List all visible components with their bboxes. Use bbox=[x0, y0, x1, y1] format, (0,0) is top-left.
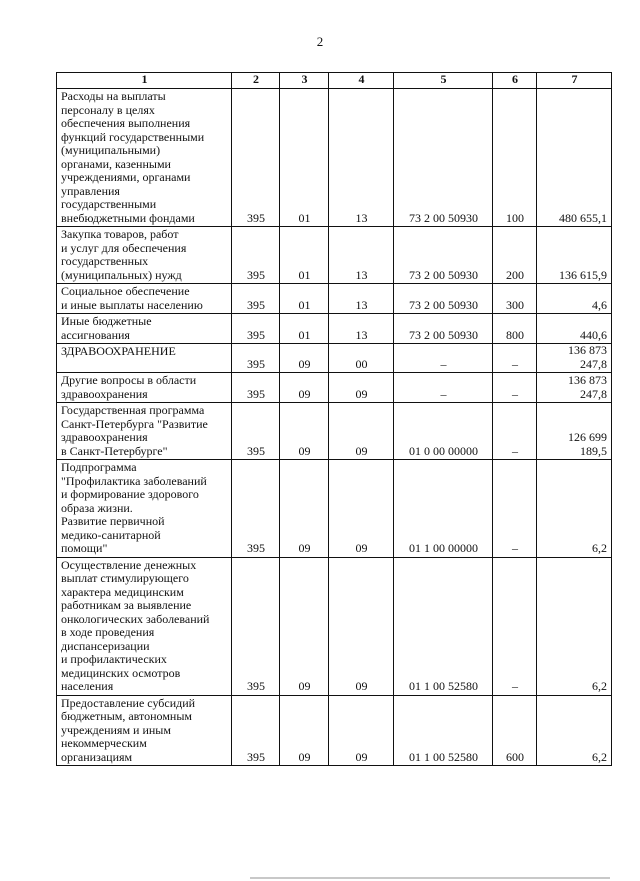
cell-section: 01 bbox=[280, 227, 329, 284]
cell-type: 100 bbox=[493, 89, 537, 227]
table-row bbox=[57, 695, 612, 766]
row-name: Другие вопросы в области здравоохранения bbox=[57, 373, 232, 403]
cell-amount: 480 655,1 bbox=[537, 89, 612, 227]
cell-amount: 6,2 bbox=[537, 557, 612, 695]
cell-type: – bbox=[493, 373, 537, 403]
cell-code: 395 bbox=[232, 314, 280, 344]
cell-subsection: 09 bbox=[329, 373, 394, 403]
cell-amount: 4,6 bbox=[537, 284, 612, 314]
cell-type: 200 bbox=[493, 227, 537, 284]
cell-type: 800 bbox=[493, 314, 537, 344]
row-name: Предоставление субсидий бюджетным, автономным учреждениям и иным некоммерческим организациям bbox=[57, 695, 232, 766]
column-header: 6 bbox=[493, 73, 537, 89]
column-header: 3 bbox=[280, 73, 329, 89]
cell-type: – bbox=[493, 403, 537, 460]
cell-section: 01 bbox=[280, 314, 329, 344]
cell-target: 73 2 00 50930 bbox=[394, 89, 493, 227]
row-name: Подпрограмма "Профилактика заболеваний и формирование здорового образа жизни. Развитие первичной медико-санитарной помощи" bbox=[57, 460, 232, 558]
table-row bbox=[57, 557, 612, 695]
cell-target: – bbox=[394, 344, 493, 373]
cell-target: 73 2 00 50930 bbox=[394, 227, 493, 284]
cell-amount: 136 873 247,8 bbox=[537, 373, 612, 403]
cell-type: 300 bbox=[493, 284, 537, 314]
cell-amount: 136 615,9 bbox=[537, 227, 612, 284]
table-row bbox=[57, 284, 612, 314]
cell-section: 09 bbox=[280, 403, 329, 460]
cell-amount: 440,6 bbox=[537, 314, 612, 344]
cell-code: 395 bbox=[232, 227, 280, 284]
cell-subsection: 09 bbox=[329, 460, 394, 558]
cell-target: 01 1 00 52580 bbox=[394, 557, 493, 695]
table-row bbox=[57, 344, 612, 373]
cell-type: – bbox=[493, 557, 537, 695]
cell-type: 600 bbox=[493, 695, 537, 766]
cell-subsection: 09 bbox=[329, 557, 394, 695]
column-header: 2 bbox=[232, 73, 280, 89]
row-name: ЗДРАВООХРАНЕНИЕ bbox=[57, 344, 232, 373]
cell-target: 73 2 00 50930 bbox=[394, 284, 493, 314]
cell-subsection: 00 bbox=[329, 344, 394, 373]
cell-amount: 6,2 bbox=[537, 460, 612, 558]
budget-table bbox=[56, 72, 612, 766]
row-name: Закупка товаров, работ и услуг для обеспечения государственных (муниципальных) нужд bbox=[57, 227, 232, 284]
row-name: Социальное обеспечение и иные выплаты населению bbox=[57, 284, 232, 314]
cell-subsection: 09 bbox=[329, 403, 394, 460]
header-row bbox=[57, 73, 612, 89]
column-header: 5 bbox=[394, 73, 493, 89]
column-header: 1 bbox=[57, 73, 232, 89]
cell-subsection: 13 bbox=[329, 227, 394, 284]
table-body bbox=[57, 89, 612, 766]
cell-amount: 126 699 189,5 bbox=[537, 403, 612, 460]
cell-section: 09 bbox=[280, 460, 329, 558]
column-header: 4 bbox=[329, 73, 394, 89]
cell-section: 09 bbox=[280, 695, 329, 766]
table-row bbox=[57, 460, 612, 558]
row-name: Расходы на выплаты персоналу в целях обеспечения выполнения функций государственными (муниципальными) органами, казенными учреждениями, органами управления государственными внебюджетными фондами bbox=[57, 89, 232, 227]
cell-target: 01 1 00 00000 bbox=[394, 460, 493, 558]
row-name: Иные бюджетные ассигнования bbox=[57, 314, 232, 344]
page-bottom-rule bbox=[250, 877, 610, 879]
cell-target: 01 0 00 00000 bbox=[394, 403, 493, 460]
cell-target: 73 2 00 50930 bbox=[394, 314, 493, 344]
cell-code: 395 bbox=[232, 557, 280, 695]
cell-code: 395 bbox=[232, 373, 280, 403]
cell-amount: 6,2 bbox=[537, 695, 612, 766]
cell-target: 01 1 00 52580 bbox=[394, 695, 493, 766]
table-header bbox=[57, 73, 612, 89]
table-row bbox=[57, 373, 612, 403]
cell-subsection: 09 bbox=[329, 695, 394, 766]
cell-section: 09 bbox=[280, 557, 329, 695]
cell-subsection: 13 bbox=[329, 284, 394, 314]
cell-code: 395 bbox=[232, 89, 280, 227]
cell-section: 01 bbox=[280, 89, 329, 227]
cell-section: 09 bbox=[280, 373, 329, 403]
cell-amount: 136 873 247,8 bbox=[537, 344, 612, 373]
cell-section: 01 bbox=[280, 284, 329, 314]
cell-code: 395 bbox=[232, 460, 280, 558]
cell-code: 395 bbox=[232, 695, 280, 766]
page-number: 2 bbox=[316, 34, 324, 49]
table-row bbox=[57, 314, 612, 344]
cell-subsection: 13 bbox=[329, 314, 394, 344]
row-name: Государственная программа Санкт-Петербурга "Развитие здравоохранения в Санкт-Петербурге" bbox=[57, 403, 232, 460]
row-name: Осуществление денежных выплат стимулирующего характера медицинским работникам за выявление онкологических заболеваний в ходе проведения диспансеризации и профилактических медицинских осмотров населения bbox=[57, 557, 232, 695]
table-row bbox=[57, 227, 612, 284]
cell-subsection: 13 bbox=[329, 89, 394, 227]
cell-code: 395 bbox=[232, 403, 280, 460]
cell-type: – bbox=[493, 460, 537, 558]
table-row bbox=[57, 89, 612, 227]
cell-target: – bbox=[394, 373, 493, 403]
cell-type: – bbox=[493, 344, 537, 373]
cell-code: 395 bbox=[232, 284, 280, 314]
table-row bbox=[57, 403, 612, 460]
column-header: 7 bbox=[537, 73, 612, 89]
cell-section: 09 bbox=[280, 344, 329, 373]
cell-code: 395 bbox=[232, 344, 280, 373]
